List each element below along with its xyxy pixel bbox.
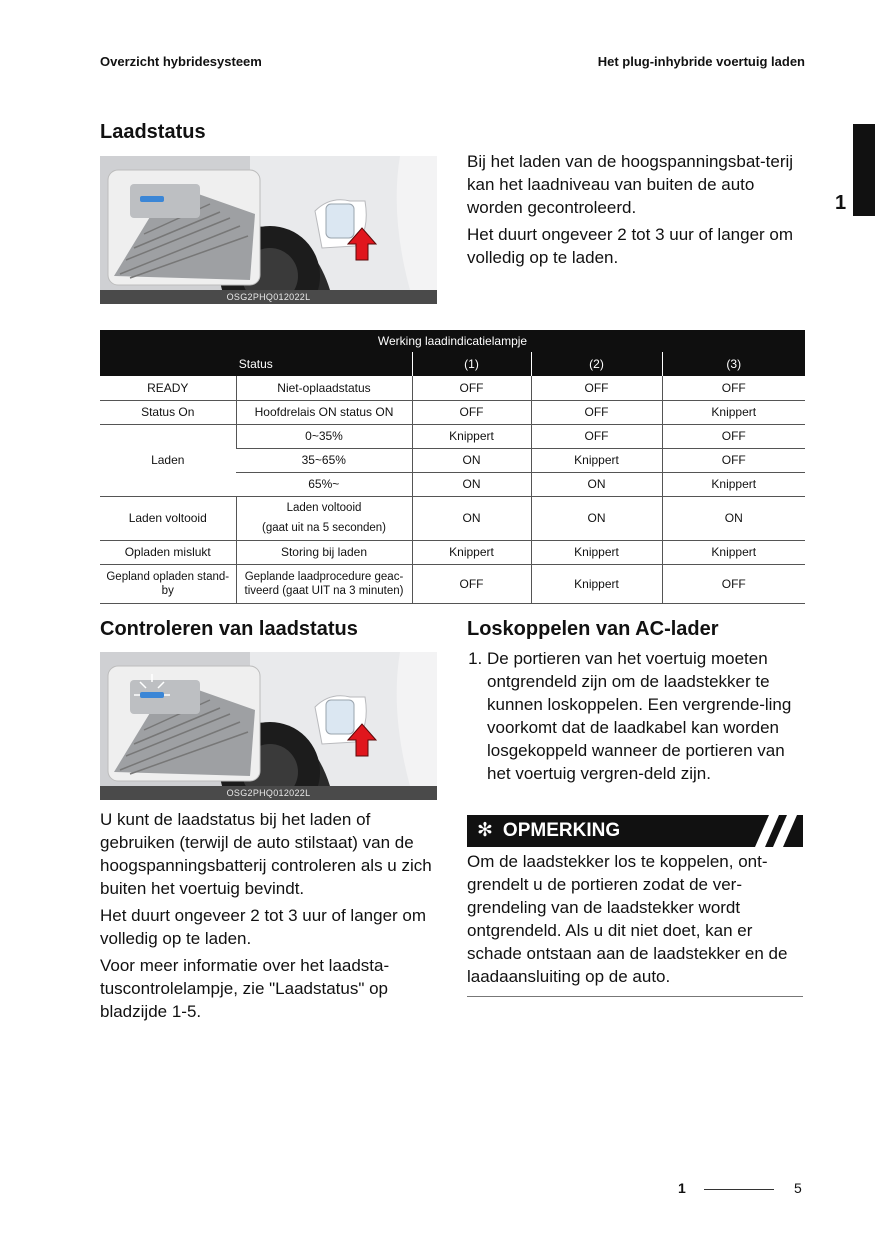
- charge-indicator-table: [100, 330, 805, 604]
- chapter-tab-number: 1: [835, 192, 847, 214]
- charging-port-illustration: [100, 156, 437, 304]
- table-cell: OFF: [531, 400, 662, 424]
- running-header-right: Het plug-inhybride voertuig laden: [597, 54, 805, 69]
- table-cell: OFF: [412, 564, 531, 603]
- paragraph: Om de laadstekker los te koppelen, ont-grendelt u de portieren zodat de ver-grendeling van de laadstekker wordt ontgrendeld. Als u dit niet doet, kan er schade ontstaan aan de laadstekker en de laadaansluiting op de auto.: [467, 852, 788, 986]
- table-cell: Knippert: [531, 564, 662, 603]
- paragraph: Voor meer informatie over het laadsta-tuscontrolelampje, zie "Laadstatus" op bladzijde 1-5.: [100, 956, 390, 1021]
- table-header-cell: Status: [100, 352, 412, 376]
- list-item: 1. De portieren van het voertuig moeten ontgrendeld zijn om de laadstekker te kunnen loskoppelen. Een vergrende-ling voorkomt dat de laadkabel kan worden losgekoppeld wanneer de portieren van het voertuig vergren-deld zijn.: [487, 647, 807, 785]
- paragraph: Het duurt ongeveer 2 tot 3 uur of langer om volledig op te laden.: [467, 225, 794, 267]
- table-row: [100, 400, 805, 424]
- table-cell: 0~35%: [236, 424, 412, 448]
- table-cell: Knippert: [662, 540, 805, 564]
- note-divider: [467, 996, 803, 997]
- table-cell: ON: [412, 448, 531, 472]
- table-row: [100, 564, 805, 603]
- table-cell: OFF: [662, 564, 805, 603]
- table-cell: Laden voltooid: [100, 496, 236, 540]
- table-row: [100, 496, 805, 540]
- table-cell: OFF: [531, 376, 662, 400]
- image-caption: OSG2PHQ012022L: [100, 290, 437, 304]
- table-cell: Knippert: [662, 472, 805, 496]
- table-cell: OFF: [412, 400, 531, 424]
- table-cell: Knippert: [662, 400, 805, 424]
- loskoppelen-steps: [467, 647, 807, 785]
- image-caption: OSG2PHQ012022L: [100, 786, 437, 800]
- table-header-cell: (3): [662, 352, 805, 376]
- table-cell: Geplande laadprocedure geac- tiveerd (gaat UIT na 3 minuten): [236, 564, 412, 603]
- footer-page-number: 5: [794, 1180, 802, 1196]
- table-cell: ON: [531, 472, 662, 496]
- section-title-loskoppelen: Loskoppelen van AC-lader: [467, 618, 719, 640]
- table-cell: Niet-oplaadstatus: [236, 376, 412, 400]
- table-row: [100, 376, 805, 400]
- table-cell: Knippert: [531, 448, 662, 472]
- note-title: ✻ OPMERKING: [477, 820, 621, 841]
- table-cell: OFF: [412, 376, 531, 400]
- table-cell: Knippert: [412, 540, 531, 564]
- footer-chapter-number: 1: [678, 1180, 686, 1196]
- table-header-cell: (2): [531, 352, 662, 376]
- table-cell: Laden: [100, 424, 236, 496]
- table-title: Werking laadindicatielampje: [100, 330, 805, 352]
- table-cell: Hoofdrelais ON status ON: [236, 400, 412, 424]
- table-cell: Gepland opladen stand- by: [100, 564, 236, 603]
- table-header-cell: (1): [412, 352, 531, 376]
- paragraph: U kunt de laadstatus bij het laden of gebruiken (terwijl de auto stilstaat) van de hoogspanningsbatterij controleren als u zich buiten het voertuig bevindt.: [100, 810, 432, 898]
- car-charging-port-icon: [100, 652, 437, 800]
- charging-port-illustration: [100, 652, 437, 800]
- paragraph: Bij het laden van de hoogspanningsbat-terij kan het laadniveau van buiten de auto worden gecontroleerd.: [467, 152, 794, 217]
- table-cell: OFF: [662, 376, 805, 400]
- table-cell: ON: [412, 496, 531, 540]
- stripes-icon: [739, 815, 803, 847]
- table-cell: ON: [412, 472, 531, 496]
- car-charging-port-icon: [100, 156, 437, 304]
- table-row: [100, 424, 805, 448]
- numbered-list: [467, 647, 807, 785]
- table-cell: Storing bij laden: [236, 540, 412, 564]
- table-cell: OFF: [531, 424, 662, 448]
- table-cell: Status On: [100, 400, 236, 424]
- note-header-bar: [467, 815, 803, 847]
- laadstatus-text: [467, 150, 807, 273]
- table-cell: ON: [531, 496, 662, 540]
- table-cell: 65%~: [236, 472, 412, 496]
- table-row: [100, 540, 805, 564]
- table-cell: Knippert: [531, 540, 662, 564]
- table-cell: OFF: [662, 448, 805, 472]
- table-cell: 35~65%: [236, 448, 412, 472]
- table-cell: Laden voltooid (gaat uit na 5 seconden): [236, 496, 412, 540]
- running-header-left: Overzicht hybridesysteem: [100, 54, 262, 69]
- section-title-controleren: Controleren van laadstatus: [100, 618, 358, 640]
- table-cell: OFF: [662, 424, 805, 448]
- paragraph: Het duurt ongeveer 2 tot 3 uur of langer om volledig op te laden.: [100, 906, 427, 948]
- table-cell: ON: [662, 496, 805, 540]
- table-cell: READY: [100, 376, 236, 400]
- table-cell: Opladen mislukt: [100, 540, 236, 564]
- asterisk-icon: ✻: [477, 820, 493, 841]
- controleren-text: [100, 808, 440, 1027]
- footer-divider: [704, 1189, 774, 1190]
- table-cell: Knippert: [412, 424, 531, 448]
- section-title-laadstatus: Laadstatus: [100, 121, 206, 143]
- chapter-tab: [853, 124, 875, 216]
- note-text: [467, 850, 803, 992]
